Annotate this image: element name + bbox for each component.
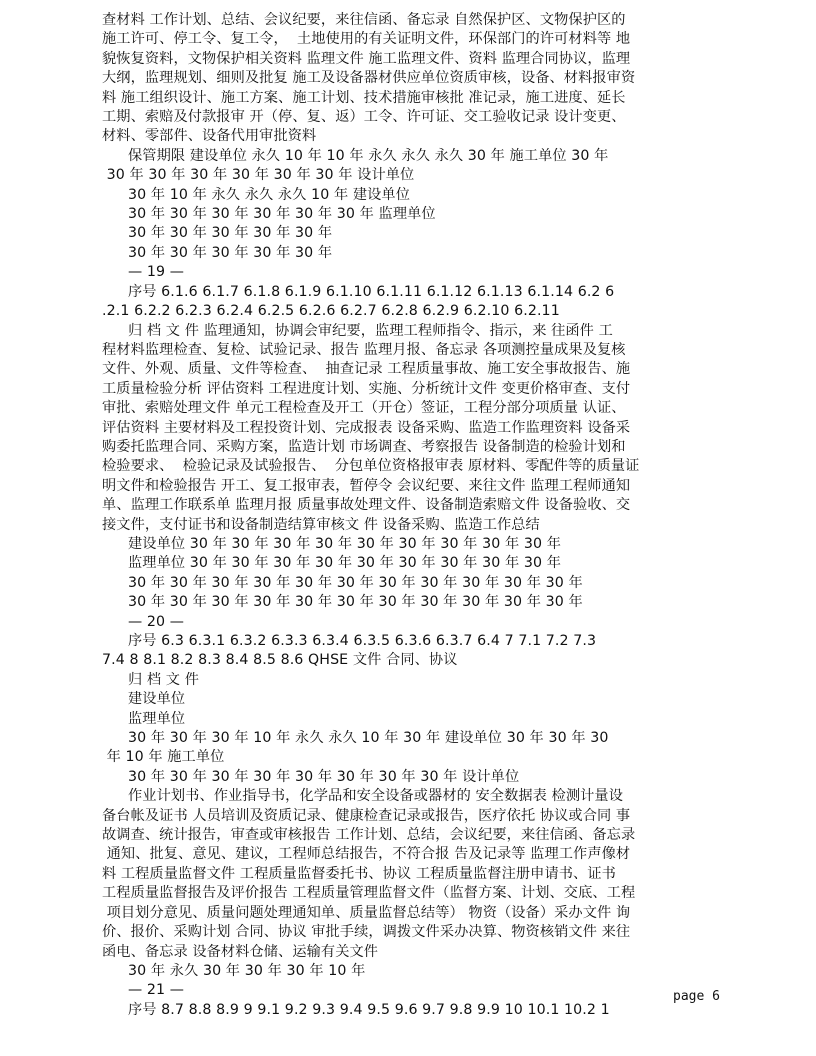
text-line: 建设单位 xyxy=(128,691,186,708)
text-line: 购委托监理合同、采购方案，监造计划 市场调查、考察报告 设备制造的检验计划和 xyxy=(102,438,626,455)
text-line: 归 档 文 件 xyxy=(128,671,199,688)
text-line: 施工许可、停工令、复工令， 土地使用的有关证明文件，环保部门的许可材料等 地 xyxy=(102,31,631,48)
text-line: 大纲，监理规划、细则及批复 施工及设备器材供应单位资质审核，设备、材料报审资 xyxy=(102,70,636,87)
text-line: 序号 8.7 8.8 8.9 9 9.1 9.2 9.3 9.4 9.5 9.6 9.7 9.8 9.9 10 10.1 10.2 1 xyxy=(128,1001,610,1018)
text-line: 30 年 永久 30 年 30 年 30 年 10 年 xyxy=(128,962,366,979)
text-line: .2.1 6.2.2 6.2.3 6.2.4 6.2.5 6.2.6 6.2.7 6.2.8 6.2.9 6.2.10 6.2.11 xyxy=(102,303,560,320)
text-line: 工质量检验分析 评估资料 工程进度计划、实施、分析统计文件 变更价格审查、支付 xyxy=(102,380,631,397)
text-line: 30 年 30 年 30 年 30 年 30 年 xyxy=(128,244,333,261)
text-line: 文件、外观、质量、文件等检查、 抽查记录 工程质量事故、施工安全事故报告、施 xyxy=(102,361,631,378)
text-line: 明文件和检验报告 开工、复工报审表，暂停令 会议纪要、来往文件 监理工程师通知 xyxy=(102,477,631,494)
text-line: 工程质量监督报告及评价报告 工程质量管理监督文件（监督方案、计划、交底、工程 xyxy=(102,885,636,902)
text-line: — 20 — xyxy=(128,613,185,630)
text-line: 30 年 30 年 30 年 30 年 30 年 30 年 监理单位 xyxy=(128,206,436,223)
page-number: page 6 xyxy=(673,989,720,1004)
text-line: 年 10 年 施工单位 xyxy=(102,749,225,766)
text-line: 序号 6.1.6 6.1.7 6.1.8 6.1.9 6.1.10 6.1.11 6.1.12 6.1.13 6.1.14 6.2 6 xyxy=(128,283,615,300)
text-line: 接文件，支付证书和设备制造结算审核文 件 设备采购、监造工作总结 xyxy=(102,516,540,533)
text-line: 备台帐及证书 人员培训及资质记录、健康检查记录或报告，医疗依托 协议或合同 事 xyxy=(102,807,631,824)
text-line: 30 年 30 年 30 年 10 年 永久 永久 10 年 30 年 建设单位 30 年 30 年 30 xyxy=(128,730,609,747)
text-line: — 21 — xyxy=(128,982,185,999)
text-line: 归 档 文 件 监理通知，协调会审纪要，监理工程师指令、指示，来 往函件 工 xyxy=(128,322,613,339)
text-line: 30 年 30 年 30 年 30 年 30 年 30 年 30 年 30 年 设计单位 xyxy=(128,768,520,785)
text-line: 作业计划书、作业指导书，化学品和安全设备或器材的 安全数据表 检测计量设 xyxy=(128,788,623,805)
page-content xyxy=(102,11,692,1020)
text-line: 评估资料 主要材料及工程投资计划、完成报表 设备采购、监造工作监理资料 设备采 xyxy=(102,419,631,436)
text-line: 程材料监理检查、复检、试验记录、报告 监理月报、备忘录 各项测控量成果及复核 xyxy=(102,341,626,358)
text-line: 审批、索赔处理文件 单元工程检查及开工（开仓）签证，工程分部分项质量 认证、 xyxy=(102,400,626,417)
text-line: 30 年 10 年 永久 永久 永久 10 年 建设单位 xyxy=(128,186,410,203)
text-line: 30 年 30 年 30 年 30 年 30 年 30 年 30 年 30 年 30 年 30 年 30 年 xyxy=(128,574,583,591)
text-line: 30 年 30 年 30 年 30 年 30 年 xyxy=(128,225,333,242)
text-line: 单、监理工作联系单 监理月报 质量事故处理文件、设备制造索赔文件 设备验收、交 xyxy=(102,497,631,514)
text-line: 检验要求、 检验记录及试验报告、 分包单位资格报审表 原材料、零配件等的质量证 xyxy=(102,458,640,475)
text-line: 30 年 30 年 30 年 30 年 30 年 30 年 设计单位 xyxy=(102,167,415,184)
text-line: 建设单位 30 年 30 年 30 年 30 年 30 年 30 年 30 年 30 年 30 年 xyxy=(128,535,561,552)
text-line: 监理单位 xyxy=(128,710,186,727)
text-line: 材料、零部件、设备代用审批资料 xyxy=(102,128,317,145)
text-line: 价、报价、采购计划 合同、协议 审批手续，调拨文件采办决算、物资核销文件 来往 xyxy=(102,924,631,941)
text-line: — 19 — xyxy=(128,264,185,281)
text-line: 监理单位 30 年 30 年 30 年 30 年 30 年 30 年 30 年 30 年 30 年 xyxy=(128,555,561,572)
text-line: 故调查、统计报告，审查或审核报告 工作计划、总结，会议纪要，来往信函、备忘录 xyxy=(102,827,636,844)
text-line: 通知、批复、意见、建议，工程师总结报告，不符合报 告及记录等 监理工作声像材 xyxy=(102,846,631,863)
text-line: 料 工程质量监督文件 工程质量监督委托书、协议 工程质量监督注册申请书、证书 xyxy=(102,865,616,882)
text-line: 料 施工组织设计、施工方案、施工计划、技术措施审核批 准记录，施工进度、延长 xyxy=(102,89,626,106)
text-line: 查材料 工作计划、总结、会议纪要，来往信函、备忘录 自然保护区、文物保护区的 xyxy=(102,12,626,28)
text-line: 貌恢复资料，文物保护相关资料 监理文件 施工监理文件、资料 监理合同协议，监理 xyxy=(102,50,631,67)
text-line: 函电、备忘录 设备材料仓储、运输有关文件 xyxy=(102,943,379,960)
text-line: 7.4 8 8.1 8.2 8.3 8.4 8.5 8.6 QHSE 文件 合同、协议 xyxy=(102,652,458,669)
text-line: 序号 6.3 6.3.1 6.3.2 6.3.3 6.3.4 6.3.5 6.3.6 6.3.7 6.4 7 7.1 7.2 7.3 xyxy=(128,633,597,649)
text-line: 项目划分意见、质量问题处理通知单、质量监督总结等） 物资（设备）采办文件 询 xyxy=(102,904,631,921)
text-line: 保管期限 建设单位 永久 10 年 10 年 永久 永久 永久 30 年 施工单位 30 年 xyxy=(128,147,609,164)
text-line: 工期、索赔及付款报审 开（停、复、返）工令、许可证、交工验收记录 设计变更、 xyxy=(102,109,626,126)
text-line: 30 年 30 年 30 年 30 年 30 年 30 年 30 年 30 年 30 年 30 年 30 年 xyxy=(128,594,583,611)
